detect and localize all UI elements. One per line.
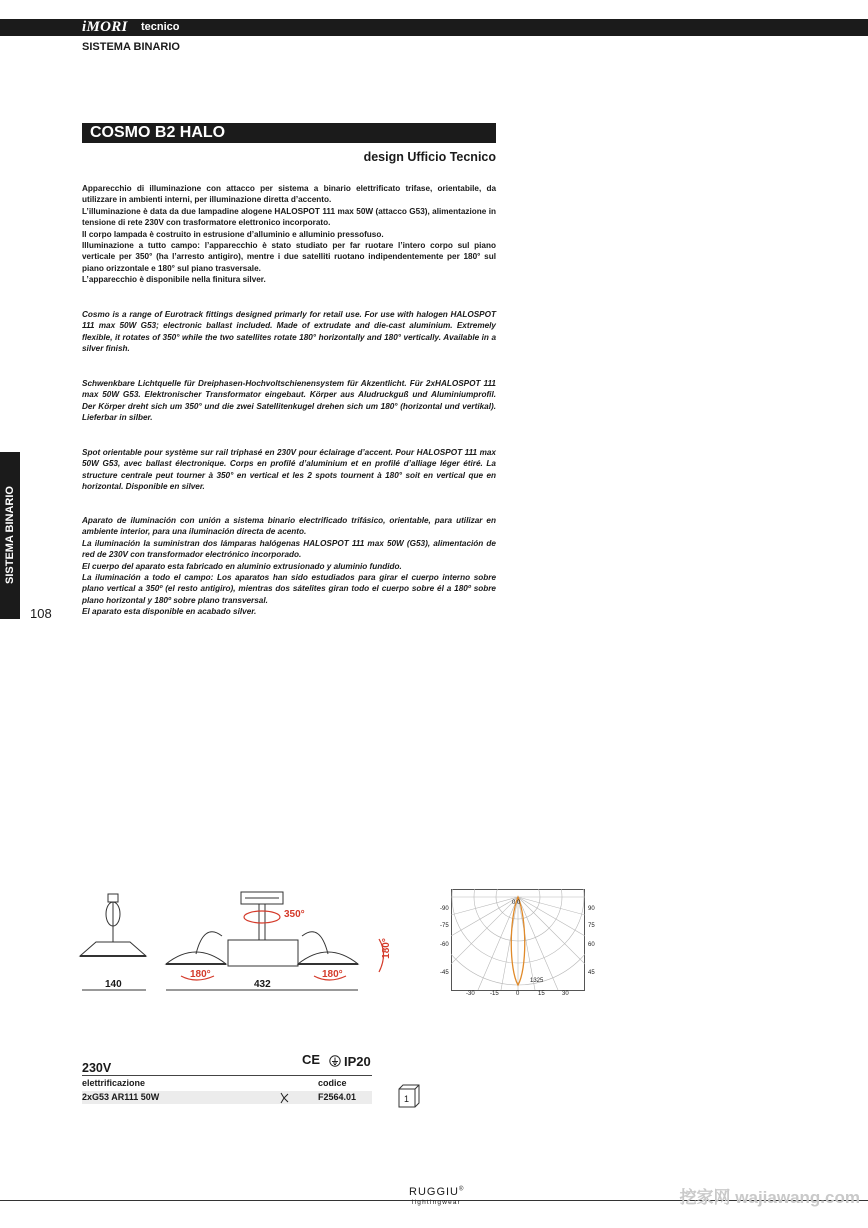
desc-it-line: Illuminazione a tutto campo: l’apparecchio è stato studiato per far ruotare l’intero corpo sul piano verticale per 350° (ha l’arresto antigiro), mentre i due satelliti ruotano indipendentemente per 180° sul piano orizzontale e 180° sul piano trasversale.: [82, 241, 496, 273]
desc-es-line: Aparato de iluminación con unión a sistema binario electrificado trifásico, orientable, para utilizar en ambiente interior, para una iluminación directa de acento.: [82, 516, 496, 537]
rotation-right-label: 180°: [322, 969, 343, 980]
polar-bottom-label: 30: [562, 991, 569, 997]
polar-left-label: -45: [440, 970, 449, 976]
side-tab-label: SISTEMA BINARIO: [4, 486, 16, 584]
description-german: Schwenkbare Lichtquelle für Dreiphasen-Hochvoltschienensystem für Akzentlicht. Für 2xHALOSPOT 111 max 50W G53. Elektronischer Transformator eingebaut. Körper aus Aludruckguß und Aluminiumprofil. Der Körper dreht sich um 350° und die zwei Satellitenkugel drehen sich um 180° (horizontal und vertikal). Lieferbar in silber.: [82, 379, 496, 423]
page-number: 108: [30, 606, 52, 621]
polar-bottom-label: 0: [516, 991, 520, 997]
polar-left-label: -75: [440, 923, 449, 929]
polar-bottom-label: -15: [490, 991, 499, 997]
polar-left-label: -60: [440, 942, 449, 948]
column-code: codice: [318, 1078, 347, 1088]
polar-bottom-label: 15: [538, 991, 545, 997]
description-english: Cosmo is a range of Eurotrack fittings designed primarly for retail use. For use with halogen HALOSPOT 111 max 50W G53; electronic ballast included. Made of extrudate and die-cast aluminium. Extremely flexible, it rotates of 350° while the two satellites rotate 180° horizontally and 180° vertically. Available in a silver finish.: [82, 310, 496, 354]
description-french: Spot orientable pour système sur rail triphasé en 230V pour éclairage d’accent. Pour HALOSPOT 111 max 50W G53, avec ballast électronique. Corps en profilé d’aluminium et en profilé d’alliage léger étiré. La structure centrale peut tourner à 350° en vertical et les 2 spots tournent à 180° soit en vertical que en horizontal. Disponible en silver.: [82, 448, 496, 492]
description-italian: [82, 183, 496, 286]
desc-it-line: Il corpo lampada è costruito in estrusione d’alluminio e alluminio pressofuso.: [82, 229, 384, 239]
desc-es-line: El aparato esta disponible en acabado silver.: [82, 607, 257, 617]
desc-es-line: La iluminación la suministran dos lámparas halógenas HALOSPOT 111 max 50W (G53), alimentación de red de 230V con transformador electrónico incorporado.: [82, 538, 496, 560]
polar-peak-value: 1325: [530, 978, 544, 984]
side-view-drawing: [80, 894, 146, 990]
desc-it-line: L’illuminazione è data da due lampadine alogene HALOSPOT 111 max 50W (attacco G53), alimentazione in tensione di rete 230V con trasformatore elettronico incorporato.: [82, 206, 496, 228]
rotation-arrow-icon: [244, 911, 280, 923]
lamp-spec: 2xG53 AR111 50W: [82, 1092, 160, 1102]
desc-es-line: La iluminación a todo el campo: Los aparatos han sido estudiados para girar el cuerpo interno sobre plano vertical a 350º (el resto antigiro), mientras dos sátelites giran todo el cuerpo sobre él a 180º sobre plano horizontal y 180º sobre plano transversal.: [82, 573, 496, 605]
ip-rating: IP20: [344, 1054, 371, 1069]
column-electrification: elettrificazione: [82, 1078, 146, 1088]
footer-brand-name: RUGGIU: [409, 1186, 459, 1198]
ce-mark: CE: [302, 1052, 321, 1067]
polar-top-label: 0 0: [512, 900, 521, 906]
brand-logo: iMORI: [82, 19, 128, 35]
voltage: 230V: [82, 1061, 112, 1075]
footer-brand-reg: ®: [459, 1186, 465, 1193]
polar-right-label: 90: [588, 906, 595, 912]
spec-divider: [82, 1075, 372, 1076]
polar-right-label: 45: [588, 970, 595, 976]
polar-right-label: 75: [588, 923, 595, 929]
product-code: F2564.01: [318, 1092, 357, 1102]
footer-subtitle: lightingwear: [412, 1199, 462, 1206]
dimension-side: 140: [105, 979, 122, 990]
polar-right-label: 60: [588, 942, 595, 948]
product-title: COSMO B2 HALO: [90, 124, 226, 141]
package-number: 1: [404, 1094, 410, 1104]
ground-icon: [329, 1055, 341, 1067]
header-tag: tecnico: [141, 21, 180, 33]
dimension-width: 432: [254, 979, 271, 990]
designer-credit: design Ufficio Tecnico: [363, 150, 496, 164]
header-bar: [0, 19, 868, 36]
desc-it-line: Apparecchio di illuminazione con attacco per sistema a binario elettrificato trifase, orientabile, da utilizzare in ambienti interni, per illuminazione diretta d’accento.: [82, 184, 496, 205]
rotation-left-label: 180°: [190, 969, 211, 980]
rotation-vertical-label: 180°: [380, 938, 392, 959]
watermark: 挖家网 wajiawang.com: [679, 1188, 860, 1207]
description-spanish: [82, 515, 496, 618]
desc-it-line: L’apparecchio è disponibile nella finitura silver.: [82, 275, 266, 285]
desc-es-line: El cuerpo del aparato esta fabricado en aluminio extrusionado y aluminio fundido.: [82, 561, 402, 571]
polar-left-label: -90: [440, 906, 449, 912]
lamp-icon: [279, 1092, 289, 1104]
footer-brand: [409, 1186, 464, 1198]
polar-bottom-label: -30: [466, 991, 475, 997]
technical-drawing: [76, 884, 420, 994]
section-title: SISTEMA BINARIO: [82, 41, 180, 53]
rotation-body-label: 350°: [284, 909, 305, 920]
